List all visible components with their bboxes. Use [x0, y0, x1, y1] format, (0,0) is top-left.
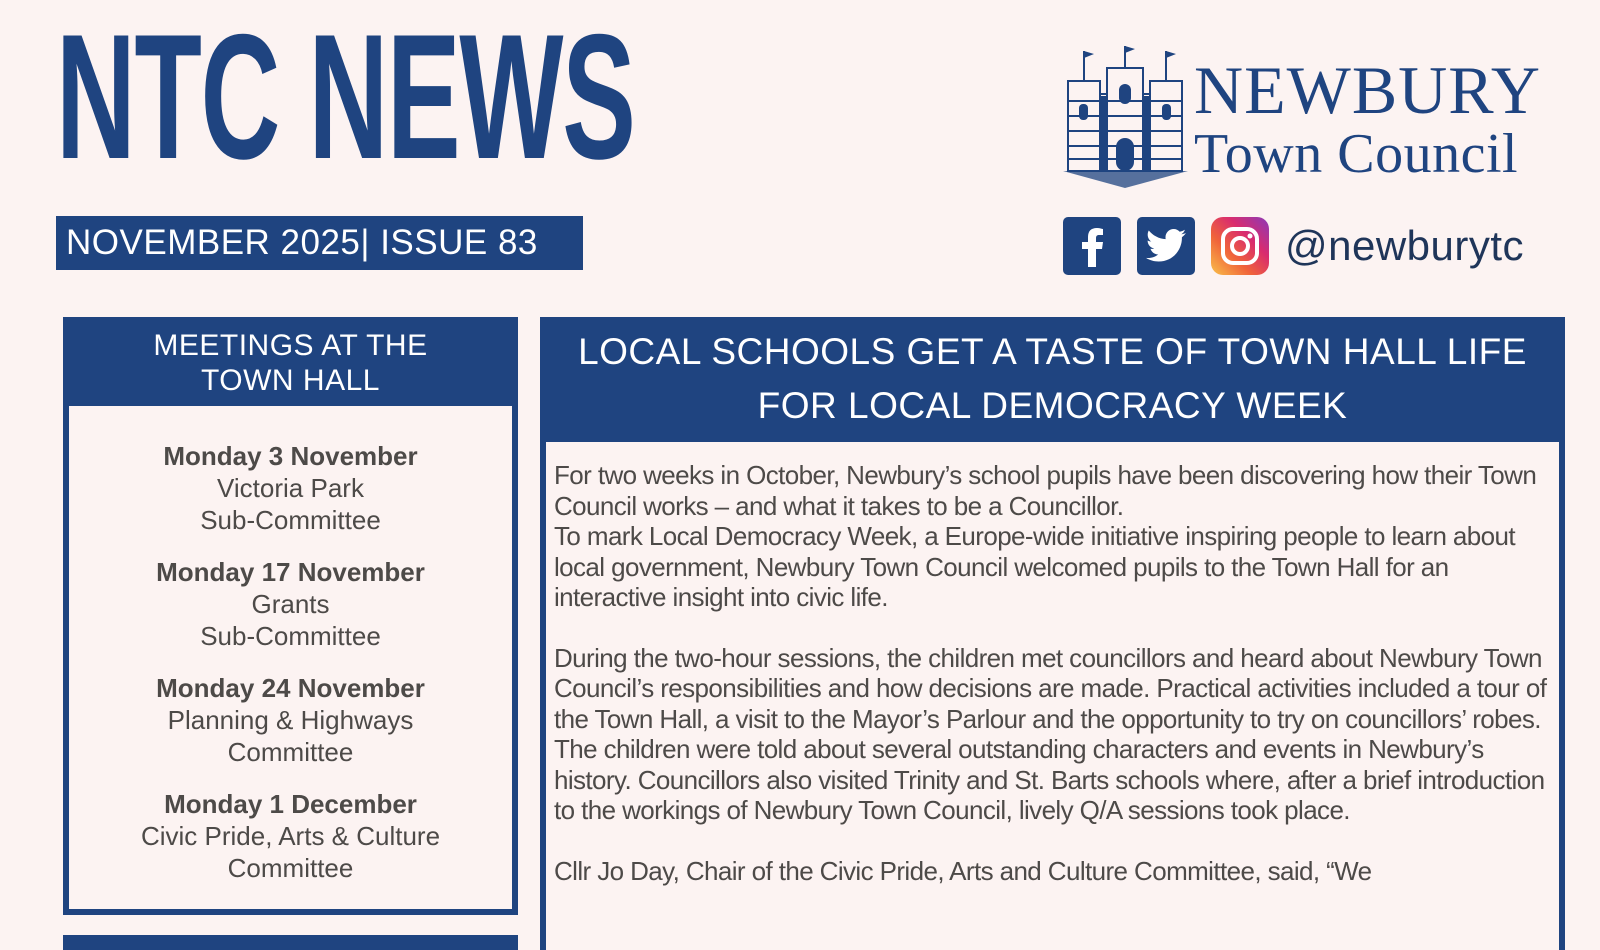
meetings-panel [63, 317, 518, 915]
facebook-icon[interactable] [1063, 217, 1121, 275]
meeting-name: Grants [251, 589, 330, 619]
article-paragraph: To mark Local Democracy Week, a Europe-wide initiative inspiring people to learn about local government, Newbury Town Council welcomed pupils to the Town Hall for an interactive insight into civic life. [554, 521, 1515, 612]
meeting-item [69, 556, 512, 652]
meeting-name: Committee [227, 853, 354, 883]
article-title-line2: FOR LOCAL DEMOCRACY WEEK [757, 385, 1348, 426]
meeting-name: Sub-Committee [200, 505, 381, 535]
issue-banner: NOVEMBER 2025| ISSUE 83 [56, 216, 583, 270]
article-paragraph: During the two-hour sessions, the children met councillors and heard about Newbury Town Council’s responsibilities and how decisions are made. Practical activities included a tour of the Town Hall, a visit to the Mayor’s Parlour and the opportunity to try on councillors’ robes. The children were told about several outstanding characters and events in Newbury’s history. Councillors also visited Trinity and St. Barts schools where, after a brief introduction to the workings of Newbury Town Council, lively Q/A sessions took place. [554, 642, 1547, 825]
meeting-item [69, 672, 512, 768]
meetings-title-line1: MEETINGS AT THE [153, 329, 428, 362]
meeting-name: Sub-Committee [200, 621, 381, 651]
meeting-name: Planning & Highways [167, 705, 414, 735]
meeting-date: Monday 17 November [156, 557, 425, 587]
article-body [546, 442, 1559, 886]
social-links [1063, 217, 1524, 275]
meetings-title-line2: TOWN HALL [201, 364, 380, 397]
meeting-name: Civic Pride, Arts & Culture [140, 821, 441, 851]
meeting-date: Monday 1 December [164, 789, 417, 819]
meeting-date: Monday 24 November [156, 673, 425, 703]
council-logo [1063, 46, 1541, 188]
brand-subtitle: Town Council [1194, 123, 1519, 185]
article-panel [540, 317, 1565, 950]
next-section-header [63, 935, 518, 950]
meeting-name: Committee [227, 737, 354, 767]
castle-icon [1063, 46, 1188, 188]
meeting-item [69, 440, 512, 536]
article-title [540, 317, 1565, 442]
social-handle[interactable]: @newburytc [1285, 222, 1525, 269]
brand-name: NEWBURY [1194, 52, 1541, 128]
meeting-name: Victoria Park [217, 473, 364, 503]
instagram-icon[interactable] [1211, 217, 1269, 275]
meeting-date: Monday 3 November [163, 441, 418, 471]
article-title-line1: LOCAL SCHOOLS GET A TASTE OF TOWN HALL LIFE [578, 331, 1527, 372]
meetings-title [69, 323, 512, 406]
masthead-title: NTC NEWS [56, 0, 635, 196]
article-paragraph: For two weeks in October, Newbury’s school pupils have been discovering how their Town Council works – and what it takes to be a Councillor. [554, 460, 1537, 521]
article-paragraph: Cllr Jo Day, Chair of the Civic Pride, Arts and Culture Committee, said, “We [554, 855, 1372, 886]
twitter-icon[interactable] [1137, 217, 1195, 275]
meeting-item [69, 788, 512, 884]
